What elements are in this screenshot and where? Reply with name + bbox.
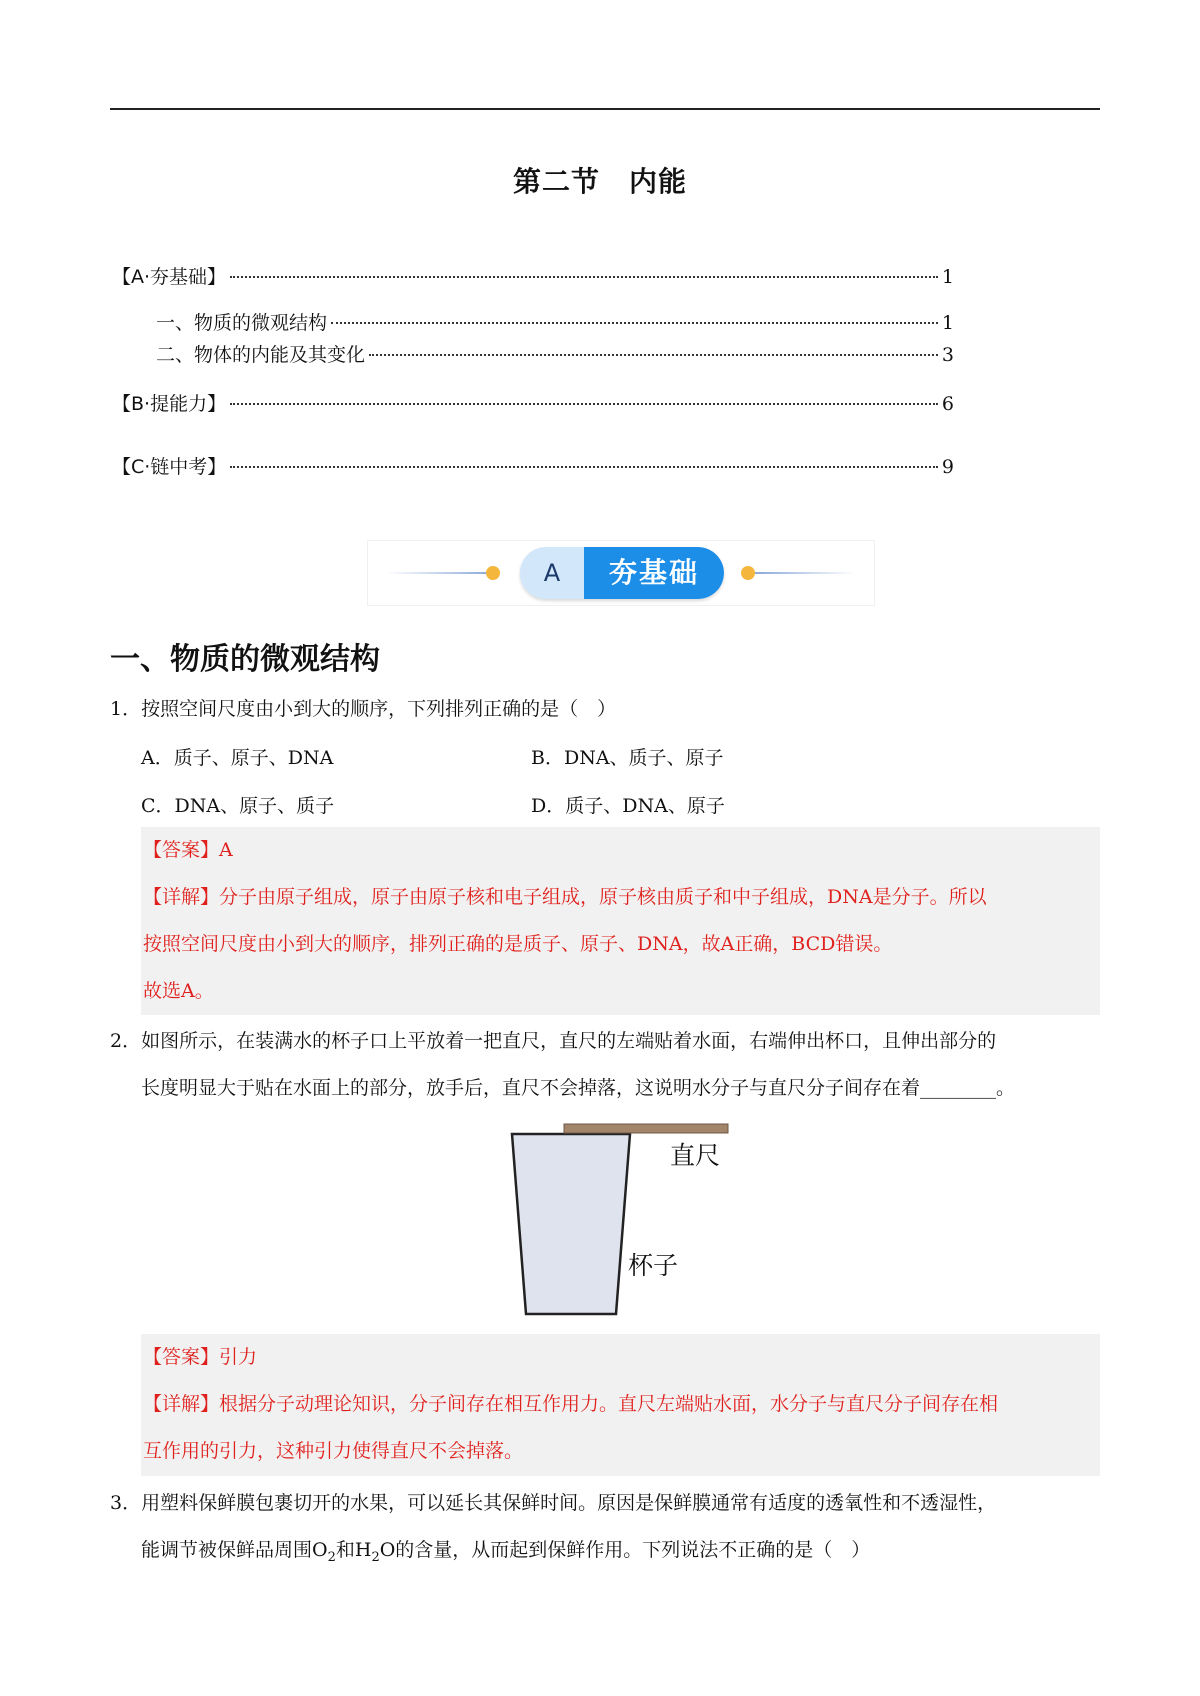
toc-item-c[interactable] bbox=[112, 452, 954, 479]
toc-leader bbox=[230, 276, 938, 278]
toc-page: 6 bbox=[941, 393, 954, 415]
toc-item-a2[interactable] bbox=[156, 340, 954, 367]
banner-line-left bbox=[386, 572, 492, 574]
q3-text-c: O的含量，从而起到保鲜作用。下列说法不正确的是（ ） bbox=[379, 1539, 871, 1561]
q1-answer-box bbox=[141, 827, 1100, 1015]
toc-item-a[interactable] bbox=[112, 262, 954, 289]
toc-page: 1 bbox=[941, 312, 954, 334]
question-3-stem-2 bbox=[141, 1527, 870, 1581]
q2-answer: 【答案】引力 bbox=[143, 1346, 258, 1368]
toc-label: 【A·夯基础】 bbox=[112, 266, 227, 288]
q1-option-b: B．DNA、质子、原子 bbox=[531, 747, 724, 769]
q1-option-c: C．DNA、原子、质子 bbox=[141, 795, 335, 817]
cup-label: 杯子 bbox=[628, 1251, 679, 1280]
question-3-stem-1: 3．用塑料保鲜膜包裹切开的水果，可以延长其保鲜时间。原因是保鲜膜通常有适度的透氧性和不透湿性， bbox=[110, 1492, 997, 1514]
toc-leader bbox=[230, 403, 938, 405]
cup-ruler-figure bbox=[500, 1118, 760, 1318]
toc-leader bbox=[230, 466, 938, 468]
q3-subscript-h2o: 2 bbox=[371, 1549, 380, 1565]
cup-shape bbox=[512, 1134, 630, 1314]
page-title: 第二节 内能 bbox=[512, 165, 687, 198]
banner-text: 夯基础 bbox=[584, 547, 724, 599]
ruler-shape bbox=[564, 1124, 728, 1133]
header-rule bbox=[110, 108, 1100, 110]
banner-dot-right bbox=[741, 566, 755, 580]
toc-page: 1 bbox=[941, 266, 954, 288]
q2-answer-box bbox=[141, 1334, 1100, 1476]
banner-pill bbox=[520, 547, 724, 599]
banner-letter: A bbox=[543, 559, 561, 587]
question-1-stem: 1．按照空间尺度由小到大的顺序，下列排列正确的是（ ） bbox=[110, 698, 617, 720]
toc-leader bbox=[369, 354, 938, 356]
q1-option-d: D．质子、DNA、原子 bbox=[531, 795, 725, 817]
ruler-label: 直尺 bbox=[670, 1141, 721, 1170]
toc-label: 二、物体的内能及其变化 bbox=[156, 344, 366, 366]
toc-label: 【C·链中考】 bbox=[112, 456, 227, 478]
q1-detail-line-1: 【详解】分子由原子组成，原子由原子核和电子组成，原子核由质子和中子组成，DNA是分子。所以 bbox=[143, 886, 987, 908]
q1-detail-line-2: 按照空间尺度由小到大的顺序，排列正确的是质子、原子、DNA，故A正确，BCD错误。 bbox=[143, 933, 893, 955]
banner-dot-left bbox=[486, 566, 500, 580]
toc-label: 一、物质的微观结构 bbox=[156, 312, 328, 334]
section-heading: 一、物质的微观结构 bbox=[110, 642, 380, 677]
toc-item-a1[interactable] bbox=[156, 308, 954, 335]
q2-detail-line-2: 互作用的引力，这种引力使得直尺不会掉落。 bbox=[143, 1440, 524, 1462]
toc-item-b[interactable] bbox=[112, 389, 954, 416]
section-banner bbox=[367, 540, 875, 606]
banner-line-right bbox=[755, 572, 855, 574]
question-2-stem-1: 2．如图所示，在装满水的杯子口上平放着一把直尺，直尺的左端贴着水面，右端伸出杯口，且伸出部分的 bbox=[110, 1030, 997, 1052]
toc-page: 9 bbox=[941, 456, 954, 478]
question-2-stem-2: 长度明显大于贴在水面上的部分，放手后，直尺不会掉落，这说明水分子与直尺分子间存在着________。 bbox=[141, 1077, 1016, 1099]
q3-text-a: 能调节被保鲜品周围O bbox=[141, 1539, 328, 1561]
toc-page: 3 bbox=[941, 344, 954, 366]
q1-option-a: A．质子、原子、DNA bbox=[141, 747, 334, 769]
q3-subscript-o2: 2 bbox=[327, 1549, 336, 1565]
q1-answer: 【答案】A bbox=[143, 839, 233, 861]
q2-detail-line-1: 【详解】根据分子动理论知识，分子间存在相互作用力。直尺左端贴水面，水分子与直尺分子间存在相 bbox=[143, 1393, 999, 1415]
toc-label: 【B·提能力】 bbox=[112, 393, 227, 415]
toc-leader bbox=[331, 322, 938, 324]
q1-detail-line-3: 故选A。 bbox=[143, 980, 214, 1002]
q3-text-b: 和H bbox=[335, 1539, 372, 1561]
